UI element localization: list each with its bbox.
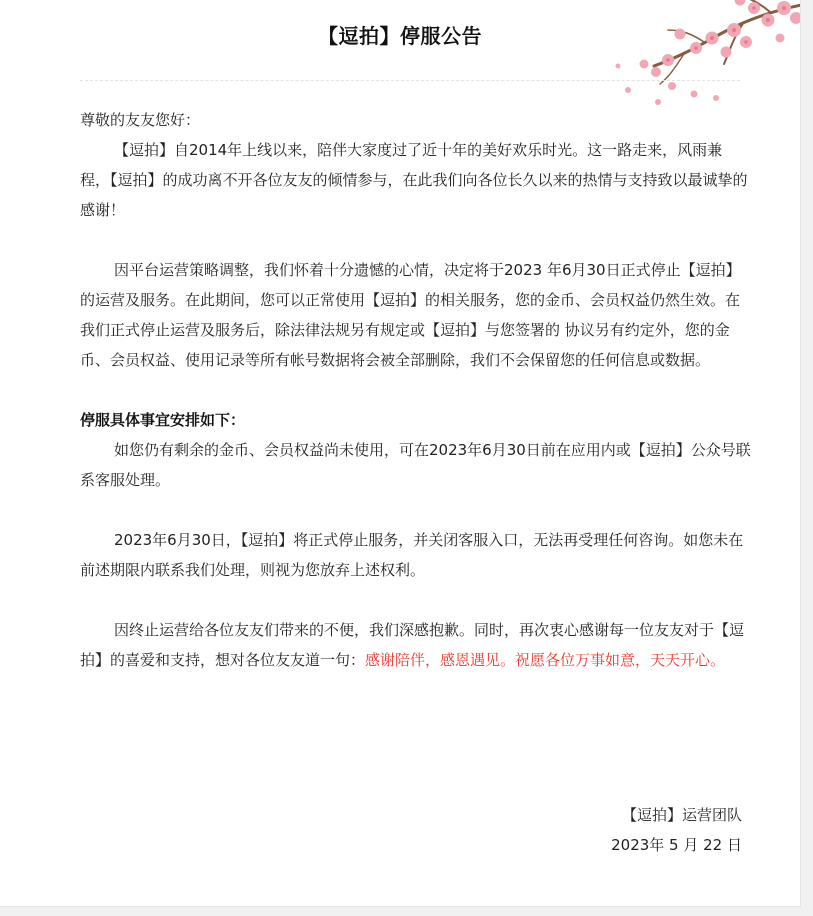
paragraph-service-end: 2023年6月30日，【逗拍】将正式停止服务，并关闭客服入口，无法再受理任何咨询。如您未在前述期限内联系我们处理，则视为您放弃上述权利。	[80, 531, 744, 579]
notice-body	[80, 105, 752, 675]
paragraph-gap	[80, 495, 752, 525]
thanks-highlight: 感谢陪伴，感恩遇见。祝愿各位万事如意，天天开心。	[365, 651, 726, 669]
paragraph-remaining-coins: 如您仍有剩余的金币、会员权益尚未使用，可在2023年6月30日前在应用内或【逗拍】公众号联系客服处理。	[80, 441, 751, 489]
signature-date: 2023年 5 月 22 日	[611, 836, 742, 854]
paragraph-gap	[80, 225, 752, 255]
paragraph-intro: 【逗拍】自2014年上线以来，陪伴大家度过了近十年的美好欢乐时光。这一路走来，风雨兼程，【逗拍】的成功离不开各位友友的倾情参与，在此我们向各位长久以来的热情与支持致以最诚挚的感谢！	[80, 141, 748, 219]
arrangement-heading: 停服具体事宜安排如下：	[80, 411, 246, 429]
cherry-blossom-branch-icon	[584, 0, 801, 114]
page-title: 【逗拍】停服公告	[318, 24, 482, 48]
paragraph-shutdown-decision: 因平台运营策略调整，我们怀着十分遗憾的心情，决定将于2023 年6月30日正式停止【逗拍】的运营及服务。在此期间，您可以正常使用【逗拍】的相关服务，您的金币、会员权益仍然生效。在我们正式停止运营及服务后，除法律法规另有规定或【逗拍】与您签署的 协议另有约定外，您的金币、会员权益、使用记录等所有帐号数据将会被全部删除，我们不会保留您的任何信息或数据。	[80, 261, 741, 369]
signature	[611, 800, 742, 860]
paragraph-thanks	[80, 615, 752, 675]
greeting: 尊敬的友友您好：	[80, 111, 201, 129]
signature-team: 【逗拍】运营团队	[621, 806, 742, 824]
paragraph-gap	[80, 375, 752, 405]
thanks-text: 因终止运营给各位友友们带来的不便，我们深感抱歉。同时，再次衷心感谢每一位友友对于【逗拍】的喜爱和支持，想对各位友友道一句：	[80, 621, 745, 669]
paragraph-gap	[80, 585, 752, 615]
title-divider	[80, 80, 740, 81]
